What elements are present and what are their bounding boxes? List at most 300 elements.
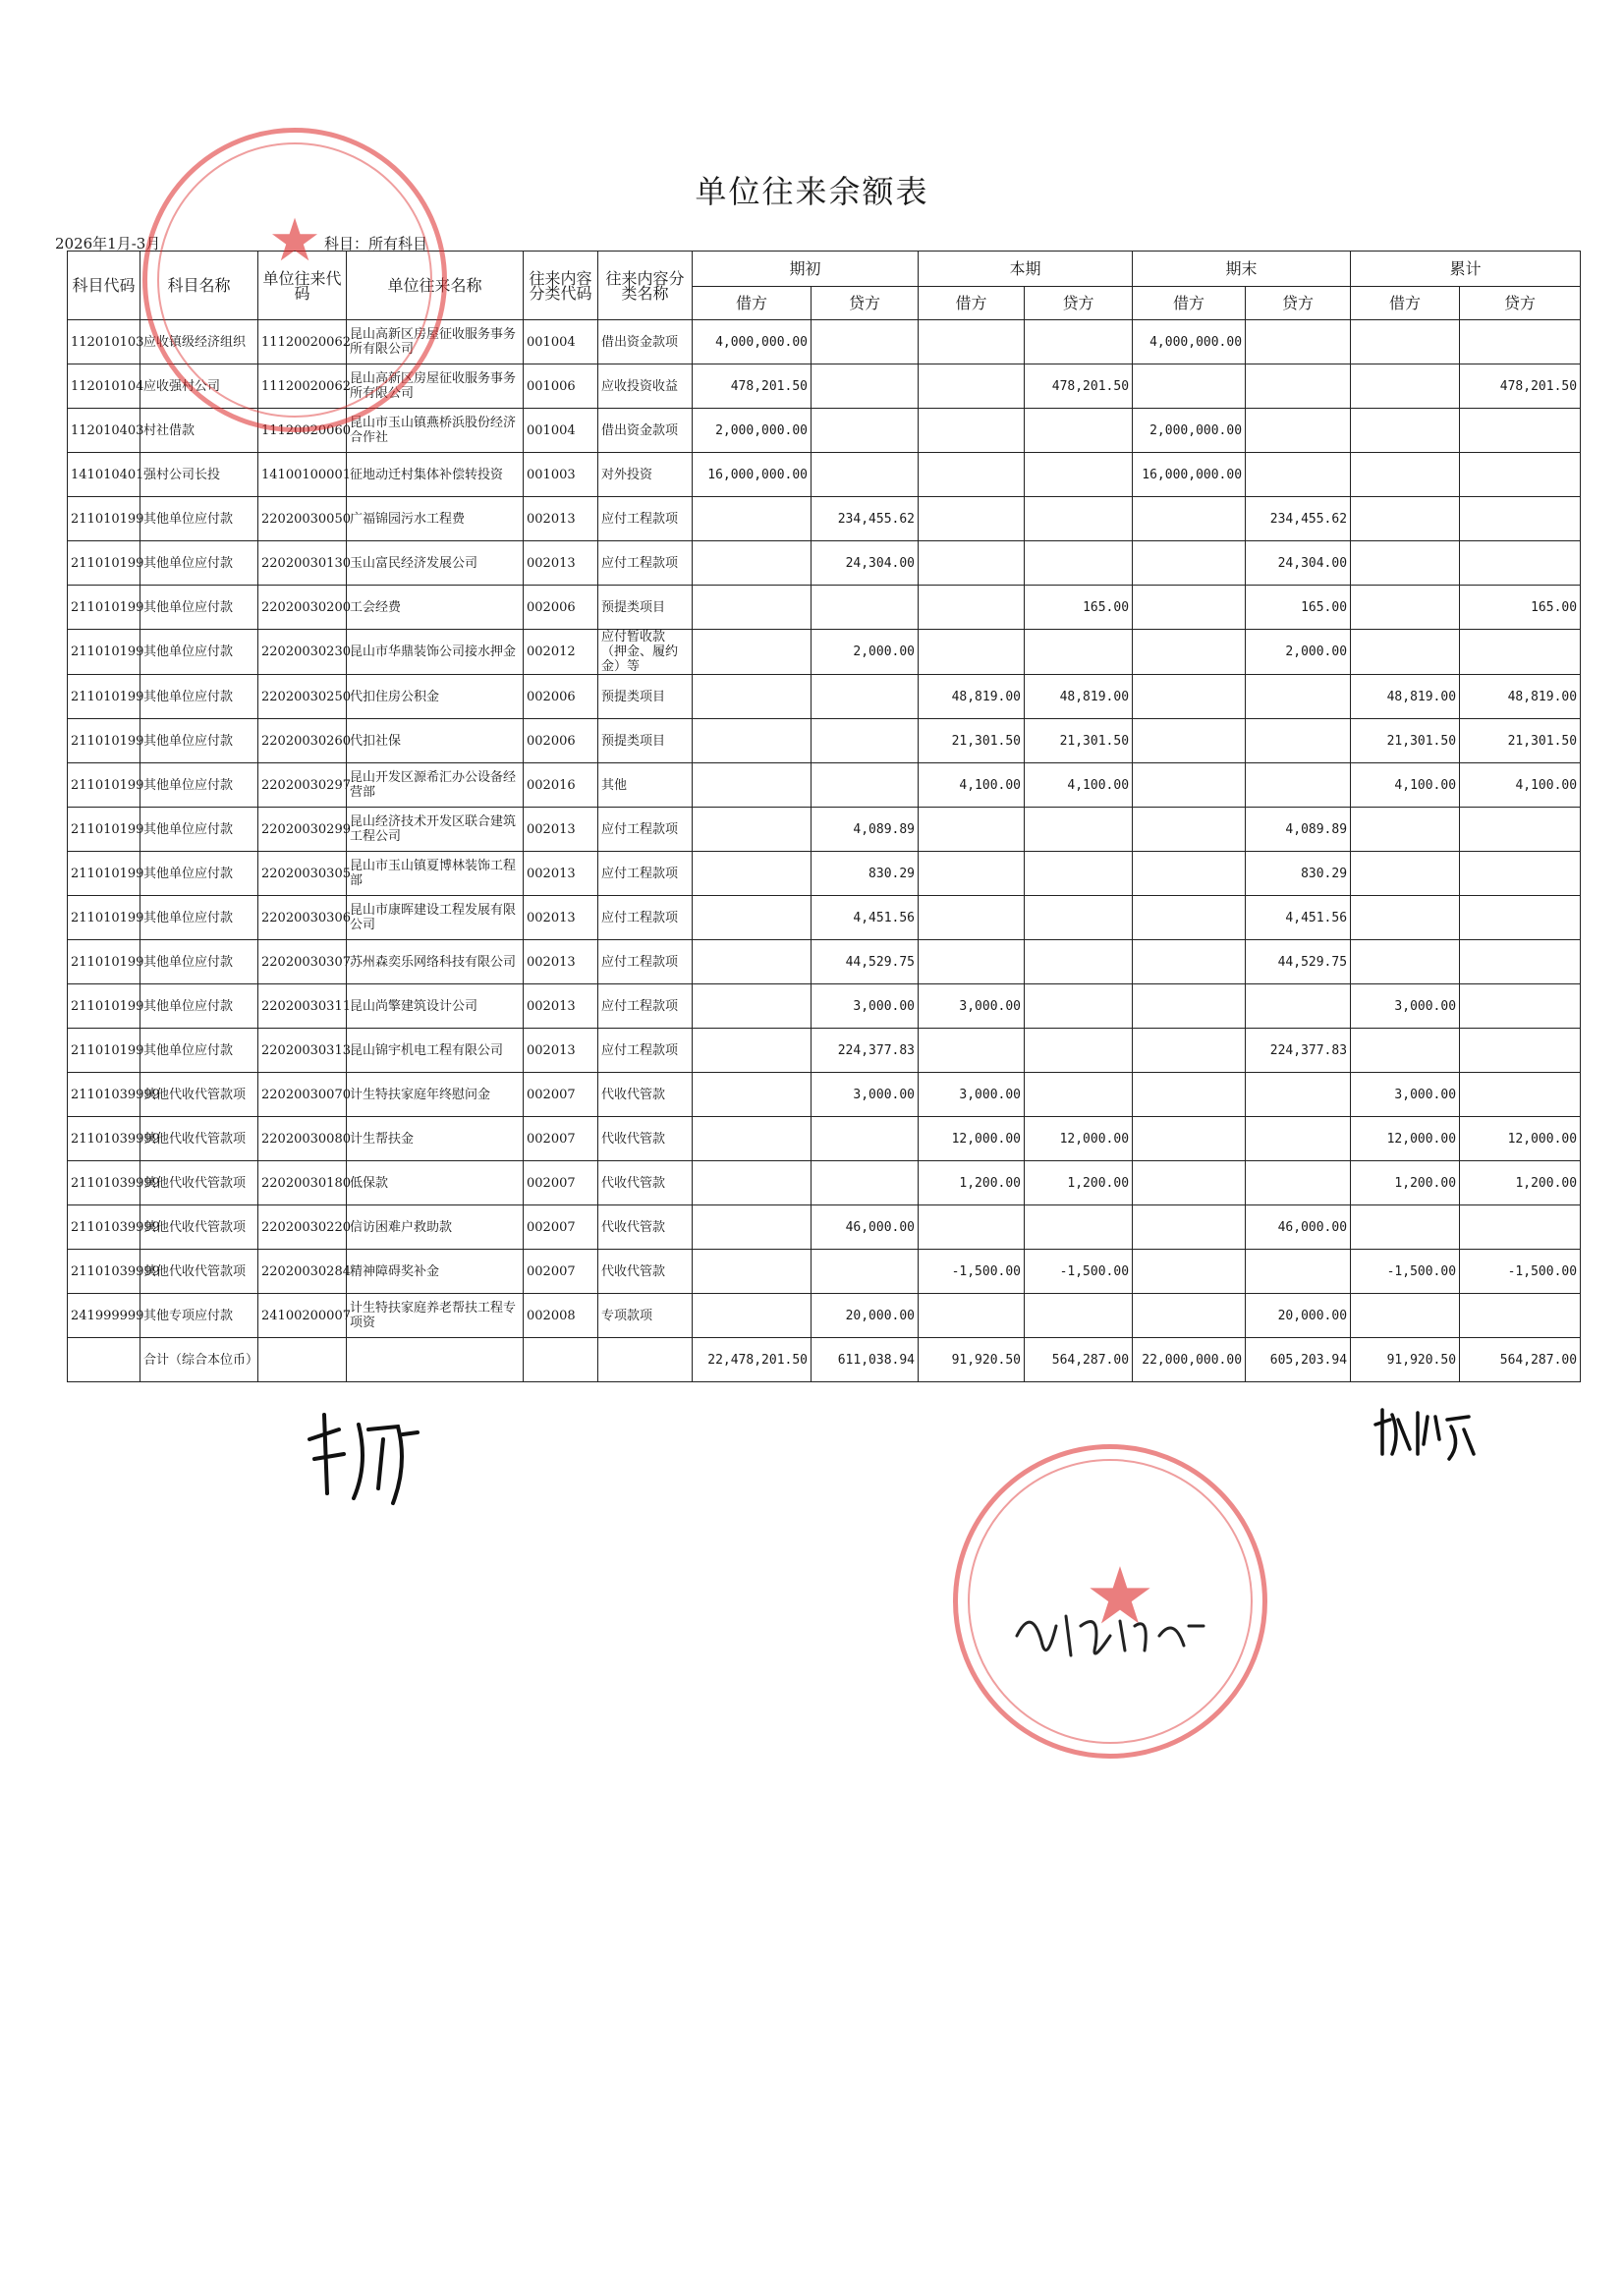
- cell-category-code: 002006: [524, 719, 598, 763]
- table-row: [68, 940, 1581, 984]
- cell-category-name: 代收代管款: [598, 1073, 693, 1117]
- cell-cumulative-debit: 21,301.50: [1351, 719, 1460, 763]
- cell-unit-name: 信访困难户救助款: [347, 1205, 524, 1250]
- cell-opening-debit: [693, 541, 812, 586]
- cell-account-code: 21101039999: [68, 1205, 140, 1250]
- cell-current-credit: [1025, 1073, 1133, 1117]
- cell-category-code: 002008: [524, 1294, 598, 1338]
- cell-current-debit: [919, 586, 1025, 630]
- cell-closing-debit: [1133, 984, 1246, 1029]
- cell-current-credit: [1025, 630, 1133, 675]
- cell-cumulative-credit: [1460, 852, 1581, 896]
- header-account-code: 科目代码: [68, 252, 140, 320]
- cell-current-debit: 3,000.00: [919, 984, 1025, 1029]
- cell-closing-credit: 46,000.00: [1246, 1205, 1351, 1250]
- cell-category-name: 其他: [598, 763, 693, 808]
- cell-current-credit: 21,301.50: [1025, 719, 1133, 763]
- cell-cumulative-credit: [1460, 1073, 1581, 1117]
- cell-opening-credit: 3,000.00: [812, 984, 919, 1029]
- cell-closing-credit: [1246, 1117, 1351, 1161]
- cell-cumulative-debit: [1351, 497, 1460, 541]
- cell-cumulative-credit: [1460, 497, 1581, 541]
- cell-account-name: 其他单位应付款: [140, 1029, 258, 1073]
- cell-category-code: 002006: [524, 586, 598, 630]
- cell-account-name: 其他代收代管款项: [140, 1117, 258, 1161]
- cell-closing-debit: [1133, 1205, 1246, 1250]
- cell-opening-credit: 46,000.00: [812, 1205, 919, 1250]
- cell-opening-debit: [693, 808, 812, 852]
- cell-unit-name: 低保款: [347, 1161, 524, 1205]
- cell-category-code: 002007: [524, 1250, 598, 1294]
- cell-category-code: 002016: [524, 763, 598, 808]
- cell-cumulative-credit: -1,500.00: [1460, 1250, 1581, 1294]
- cell-category-code: 002013: [524, 896, 598, 940]
- cell-current-debit: [919, 940, 1025, 984]
- cell-cumulative-credit: [1460, 541, 1581, 586]
- cell-current-debit: 12,000.00: [919, 1117, 1025, 1161]
- cell-category-code: 002013: [524, 1029, 598, 1073]
- table-row: [68, 1294, 1581, 1338]
- cell-category-name: 代收代管款: [598, 1161, 693, 1205]
- header-credit: 贷方: [1460, 287, 1581, 320]
- cell-closing-debit: [1133, 1161, 1246, 1205]
- cell-unit-name: 昆山尚擎建筑设计公司: [347, 984, 524, 1029]
- cell-cumulative-debit: [1351, 852, 1460, 896]
- cell-opening-debit: [693, 1294, 812, 1338]
- cell-category-code: 002013: [524, 984, 598, 1029]
- header-credit: 贷方: [1246, 287, 1351, 320]
- cell-opening-credit: [812, 763, 919, 808]
- cell-account-name: 其他单位应付款: [140, 541, 258, 586]
- cell-cumulative-credit: [1460, 940, 1581, 984]
- cell-account-code: 211010199: [68, 763, 140, 808]
- cell-cumulative-debit: -1,500.00: [1351, 1250, 1460, 1294]
- cell-cumulative-debit: [1351, 364, 1460, 409]
- cell-opening-debit: [693, 763, 812, 808]
- table-row: [68, 1029, 1581, 1073]
- cell-current-credit: [1025, 984, 1133, 1029]
- cell-unit-code: 22020030260: [258, 719, 347, 763]
- cell-opening-debit: [693, 1161, 812, 1205]
- cell-account-code: 141010401: [68, 453, 140, 497]
- cell-current-debit: 4,100.00: [919, 763, 1025, 808]
- cell-closing-debit: [1133, 630, 1246, 675]
- cell-account-code: 21101039999: [68, 1117, 140, 1161]
- cell-account-code: 21101039999: [68, 1161, 140, 1205]
- cell-opening-credit: [812, 320, 919, 364]
- cell-unit-code: 22020030050: [258, 497, 347, 541]
- cell-account-name: 其他代收代管款项: [140, 1161, 258, 1205]
- cell-cumulative-debit: [1351, 630, 1460, 675]
- header-debit: 借方: [1351, 287, 1460, 320]
- cell-cumulative-credit: 4,100.00: [1460, 763, 1581, 808]
- cell-account-name: 应收强村公司: [140, 364, 258, 409]
- cell-current-credit: [1025, 940, 1133, 984]
- cell-unit-name: 代扣社保: [347, 719, 524, 763]
- cell-closing-debit: [1133, 364, 1246, 409]
- cell-opening-credit: 4,089.89: [812, 808, 919, 852]
- cell-unit-code: 22020030130: [258, 541, 347, 586]
- signature-stamp-center: [1012, 1596, 1208, 1679]
- header-category-name: 往来内容分类名称: [598, 252, 693, 320]
- cell-closing-debit: [1133, 763, 1246, 808]
- cell-current-credit: [1025, 497, 1133, 541]
- cell-current-debit: [919, 852, 1025, 896]
- cell-closing-credit: [1246, 1250, 1351, 1294]
- cell-unit-code: 11120020060: [258, 409, 347, 453]
- cell-current-debit: [919, 630, 1025, 675]
- cell-cumulative-debit: [1351, 1294, 1460, 1338]
- table-row: [68, 675, 1581, 719]
- cell-account-name: 其他单位应付款: [140, 940, 258, 984]
- cell-cumulative-debit: [1351, 541, 1460, 586]
- cell-unit-code: 22020030180: [258, 1161, 347, 1205]
- cell-cumulative-credit: 1,200.00: [1460, 1161, 1581, 1205]
- cell-account-code: 211010199: [68, 896, 140, 940]
- total-label: 合计（综合本位币）: [140, 1338, 258, 1382]
- total-current-debit: 91,920.50: [919, 1338, 1025, 1382]
- cell-closing-credit: [1246, 364, 1351, 409]
- cell-category-name: 应付工程款项: [598, 1029, 693, 1073]
- cell-closing-credit: 4,089.89: [1246, 808, 1351, 852]
- cell-opening-credit: 2,000.00: [812, 630, 919, 675]
- total-closing-debit: 22,000,000.00: [1133, 1338, 1246, 1382]
- cell-closing-credit: [1246, 320, 1351, 364]
- header-category-code: 往来内容分类代码: [524, 252, 598, 320]
- cell-unit-name: 昆山开发区源希汇办公设备经营部: [347, 763, 524, 808]
- cell-unit-code: 22020030307: [258, 940, 347, 984]
- cell-cumulative-debit: [1351, 453, 1460, 497]
- cell-current-credit: 1,200.00: [1025, 1161, 1133, 1205]
- cell-opening-debit: [693, 586, 812, 630]
- cell-opening-credit: 3,000.00: [812, 1073, 919, 1117]
- cell-closing-debit: 16,000,000.00: [1133, 453, 1246, 497]
- cell-opening-debit: [693, 497, 812, 541]
- stamp-bottom-right-star-icon: ★: [1085, 1550, 1155, 1642]
- cell-current-debit: 3,000.00: [919, 1073, 1025, 1117]
- table-row: [68, 1205, 1581, 1250]
- cell-current-debit: [919, 1205, 1025, 1250]
- cell-category-code: 002007: [524, 1117, 598, 1161]
- cell-cumulative-credit: [1460, 409, 1581, 453]
- header-debit: 借方: [1133, 287, 1246, 320]
- cell-cumulative-credit: [1460, 1294, 1581, 1338]
- cell-account-code: 211010199: [68, 541, 140, 586]
- cell-unit-name: 昆山高新区房屋征收服务事务所有限公司: [347, 364, 524, 409]
- cell-closing-debit: [1133, 497, 1246, 541]
- cell-opening-debit: [693, 675, 812, 719]
- cell-opening-credit: [812, 453, 919, 497]
- cell-closing-debit: [1133, 1073, 1246, 1117]
- header-debit: 借方: [919, 287, 1025, 320]
- signature-left: [300, 1405, 437, 1517]
- cell-account-name: 其他专项应付款: [140, 1294, 258, 1338]
- cell-category-name: 借出资金款项: [598, 320, 693, 364]
- cell-closing-credit: [1246, 1161, 1351, 1205]
- cell-cumulative-credit: [1460, 453, 1581, 497]
- cell-account-code: 21101039999: [68, 1073, 140, 1117]
- cell-opening-credit: 830.29: [812, 852, 919, 896]
- cell-closing-debit: 2,000,000.00: [1133, 409, 1246, 453]
- cell-current-debit: [919, 409, 1025, 453]
- cell-opening-credit: [812, 719, 919, 763]
- cell-closing-debit: [1133, 852, 1246, 896]
- cell-opening-debit: 478,201.50: [693, 364, 812, 409]
- header-closing: 期末: [1133, 252, 1351, 287]
- table-row: [68, 808, 1581, 852]
- cell-current-debit: 1,200.00: [919, 1161, 1025, 1205]
- cell-current-debit: [919, 808, 1025, 852]
- cell-current-debit: [919, 497, 1025, 541]
- cell-category-code: 002013: [524, 852, 598, 896]
- cell-category-name: 应收投资收益: [598, 364, 693, 409]
- cell-closing-debit: [1133, 808, 1246, 852]
- cell-unit-code: 22020030080: [258, 1117, 347, 1161]
- cell-closing-debit: [1133, 541, 1246, 586]
- cell-cumulative-debit: 48,819.00: [1351, 675, 1460, 719]
- cell-unit-code: 22020030070: [258, 1073, 347, 1117]
- cell-account-code: 211010199: [68, 497, 140, 541]
- cell-cumulative-credit: [1460, 896, 1581, 940]
- cell-opening-credit: 44,529.75: [812, 940, 919, 984]
- cell-current-credit: [1025, 1294, 1133, 1338]
- cell-closing-credit: 165.00: [1246, 586, 1351, 630]
- cell-account-name: 其他代收代管款项: [140, 1073, 258, 1117]
- cell-closing-debit: [1133, 719, 1246, 763]
- cell-category-name: 预提类项目: [598, 586, 693, 630]
- cell-cumulative-debit: [1351, 409, 1460, 453]
- header-account-name: 科目名称: [140, 252, 258, 320]
- report-period: 2026年1月-3月: [55, 235, 161, 252]
- cell-opening-debit: [693, 852, 812, 896]
- cell-opening-debit: 2,000,000.00: [693, 409, 812, 453]
- cell-closing-credit: 830.29: [1246, 852, 1351, 896]
- cell-cumulative-credit: 21,301.50: [1460, 719, 1581, 763]
- cell-unit-code: 22020030306: [258, 896, 347, 940]
- cell-account-code: 211010199: [68, 719, 140, 763]
- total-closing-credit: 605,203.94: [1246, 1338, 1351, 1382]
- cell-opening-credit: 224,377.83: [812, 1029, 919, 1073]
- cell-current-debit: [919, 1294, 1025, 1338]
- table-row: [68, 984, 1581, 1029]
- cell-unit-code: 22020030313: [258, 1029, 347, 1073]
- cell-current-debit: [919, 453, 1025, 497]
- cell-closing-credit: 2,000.00: [1246, 630, 1351, 675]
- header-unit-code: 单位往来代码: [258, 252, 347, 320]
- cell-opening-debit: [693, 1250, 812, 1294]
- cell-account-code: 211010199: [68, 852, 140, 896]
- cell-unit-code: 11120020062: [258, 364, 347, 409]
- cell-current-credit: -1,500.00: [1025, 1250, 1133, 1294]
- cell-closing-debit: [1133, 940, 1246, 984]
- cell-current-debit: [919, 320, 1025, 364]
- cell-account-code: 211010199: [68, 630, 140, 675]
- cell-unit-name: 计生特扶家庭年终慰问金: [347, 1073, 524, 1117]
- cell-unit-name: 广福锦园污水工程费: [347, 497, 524, 541]
- cell-account-code: 112010104: [68, 364, 140, 409]
- cell-current-credit: [1025, 852, 1133, 896]
- table-row: [68, 497, 1581, 541]
- cell-account-code: 211010199: [68, 940, 140, 984]
- cell-unit-code: 11120020062: [258, 320, 347, 364]
- cell-category-code: 001004: [524, 409, 598, 453]
- cell-cumulative-debit: 3,000.00: [1351, 1073, 1460, 1117]
- cell-current-debit: [919, 364, 1025, 409]
- cell-category-code: 002007: [524, 1073, 598, 1117]
- cell-account-code: 112010403: [68, 409, 140, 453]
- cell-opening-credit: [812, 1161, 919, 1205]
- cell-closing-debit: [1133, 896, 1246, 940]
- cell-opening-credit: [812, 675, 919, 719]
- cell-category-code: 001006: [524, 364, 598, 409]
- cell-account-code: 112010103: [68, 320, 140, 364]
- cell-closing-credit: 44,529.75: [1246, 940, 1351, 984]
- cell-cumulative-debit: [1351, 896, 1460, 940]
- header-credit: 贷方: [1025, 287, 1133, 320]
- table-row: [68, 541, 1581, 586]
- cell-closing-credit: [1246, 984, 1351, 1029]
- table-row: [68, 1117, 1581, 1161]
- cell-closing-debit: [1133, 675, 1246, 719]
- cell-unit-name: 昆山高新区房屋征收服务事务所有限公司: [347, 320, 524, 364]
- cell-cumulative-credit: [1460, 808, 1581, 852]
- cell-opening-credit: 24,304.00: [812, 541, 919, 586]
- cell-category-code: 002007: [524, 1161, 598, 1205]
- cell-account-code: 241999999: [68, 1294, 140, 1338]
- cell-category-name: 专项款项: [598, 1294, 693, 1338]
- cell-category-name: 代收代管款: [598, 1205, 693, 1250]
- cell-category-code: 001004: [524, 320, 598, 364]
- cell-current-debit: [919, 1029, 1025, 1073]
- cell-unit-name: 苏州森奕乐网络科技有限公司: [347, 940, 524, 984]
- cell-opening-debit: [693, 1205, 812, 1250]
- page-title: 单位往来余额表: [695, 173, 929, 210]
- cell-closing-credit: [1246, 719, 1351, 763]
- cell-account-name: 其他单位应付款: [140, 719, 258, 763]
- cell-cumulative-debit: [1351, 1205, 1460, 1250]
- cell-unit-code: 24100200007: [258, 1294, 347, 1338]
- cell-opening-debit: [693, 1073, 812, 1117]
- cell-closing-debit: [1133, 1029, 1246, 1073]
- cell-closing-debit: 4,000,000.00: [1133, 320, 1246, 364]
- cell-cumulative-debit: [1351, 320, 1460, 364]
- cell-cumulative-debit: 4,100.00: [1351, 763, 1460, 808]
- cell-current-credit: 4,100.00: [1025, 763, 1133, 808]
- cell-closing-credit: [1246, 453, 1351, 497]
- cell-opening-debit: [693, 896, 812, 940]
- cell-account-code: 211010199: [68, 1029, 140, 1073]
- table-row: [68, 763, 1581, 808]
- cell-unit-code: 22020030220: [258, 1205, 347, 1250]
- cell-unit-name: 工会经费: [347, 586, 524, 630]
- cell-closing-credit: 234,455.62: [1246, 497, 1351, 541]
- cell-account-name: 其他单位应付款: [140, 808, 258, 852]
- cell-category-code: 002013: [524, 497, 598, 541]
- cell-closing-debit: [1133, 1250, 1246, 1294]
- cell-account-name: 应收镇级经济组织: [140, 320, 258, 364]
- table-row: [68, 896, 1581, 940]
- cell-unit-code: 22020030284: [258, 1250, 347, 1294]
- cell-account-code: 211010199: [68, 984, 140, 1029]
- cell-opening-credit: [812, 1117, 919, 1161]
- cell-current-credit: [1025, 1205, 1133, 1250]
- cell-category-name: 预提类项目: [598, 719, 693, 763]
- cell-account-name: 强村公司长投: [140, 453, 258, 497]
- cell-category-code: 002007: [524, 1205, 598, 1250]
- cell-opening-credit: [812, 409, 919, 453]
- cell-category-name: 应付工程款项: [598, 852, 693, 896]
- cell-unit-name: 昆山市华鼎装饰公司接水押金: [347, 630, 524, 675]
- header-opening: 期初: [693, 252, 919, 287]
- cell-cumulative-debit: [1351, 940, 1460, 984]
- cell-category-name: 借出资金款项: [598, 409, 693, 453]
- cell-account-name: 其他单位应付款: [140, 896, 258, 940]
- cell-cumulative-credit: [1460, 320, 1581, 364]
- table-row: [68, 719, 1581, 763]
- cell-closing-debit: [1133, 1294, 1246, 1338]
- cell-cumulative-credit: 478,201.50: [1460, 364, 1581, 409]
- cell-unit-code: 22020030305: [258, 852, 347, 896]
- cell-opening-credit: 4,451.56: [812, 896, 919, 940]
- cell-unit-name: 昆山市康晖建设工程发展有限公司: [347, 896, 524, 940]
- header-cumulative: 累计: [1351, 252, 1581, 287]
- cell-unit-code: 22020030250: [258, 675, 347, 719]
- cell-cumulative-debit: [1351, 586, 1460, 630]
- cell-closing-credit: 224,377.83: [1246, 1029, 1351, 1073]
- cell-category-code: 001003: [524, 453, 598, 497]
- total-row: [68, 1338, 1581, 1382]
- cell-closing-credit: [1246, 1073, 1351, 1117]
- cell-cumulative-credit: 12,000.00: [1460, 1117, 1581, 1161]
- cell-category-code: 002006: [524, 675, 598, 719]
- cell-current-debit: -1,500.00: [919, 1250, 1025, 1294]
- cell-closing-credit: 4,451.56: [1246, 896, 1351, 940]
- cell-opening-debit: [693, 719, 812, 763]
- cell-current-debit: 48,819.00: [919, 675, 1025, 719]
- cell-current-credit: 12,000.00: [1025, 1117, 1133, 1161]
- cell-closing-credit: 24,304.00: [1246, 541, 1351, 586]
- cell-closing-debit: [1133, 1117, 1246, 1161]
- cell-account-name: 其他单位应付款: [140, 586, 258, 630]
- cell-opening-debit: [693, 1117, 812, 1161]
- cell-opening-debit: [693, 630, 812, 675]
- cell-opening-debit: 16,000,000.00: [693, 453, 812, 497]
- table-row: [68, 1250, 1581, 1294]
- cell-account-code: 211010199: [68, 675, 140, 719]
- cell-opening-debit: [693, 984, 812, 1029]
- cell-category-code: 002013: [524, 808, 598, 852]
- cell-unit-code: 22020030230: [258, 630, 347, 675]
- cell-opening-credit: 234,455.62: [812, 497, 919, 541]
- cell-current-credit: [1025, 320, 1133, 364]
- cell-current-credit: [1025, 1029, 1133, 1073]
- cell-closing-debit: [1133, 586, 1246, 630]
- cell-category-name: 代收代管款: [598, 1250, 693, 1294]
- cell-current-debit: 21,301.50: [919, 719, 1025, 763]
- total-opening-debit: 22,478,201.50: [693, 1338, 812, 1382]
- cell-category-name: 应付工程款项: [598, 808, 693, 852]
- cell-unit-name: 玉山富民经济发展公司: [347, 541, 524, 586]
- table-row: [68, 630, 1581, 675]
- cell-current-credit: [1025, 808, 1133, 852]
- cell-category-code: 002013: [524, 940, 598, 984]
- cell-account-name: 其他单位应付款: [140, 763, 258, 808]
- cell-unit-code: 22020030200: [258, 586, 347, 630]
- cell-opening-credit: 20,000.00: [812, 1294, 919, 1338]
- cell-current-credit: [1025, 453, 1133, 497]
- cell-cumulative-credit: [1460, 630, 1581, 675]
- cell-unit-name: 代扣住房公积金: [347, 675, 524, 719]
